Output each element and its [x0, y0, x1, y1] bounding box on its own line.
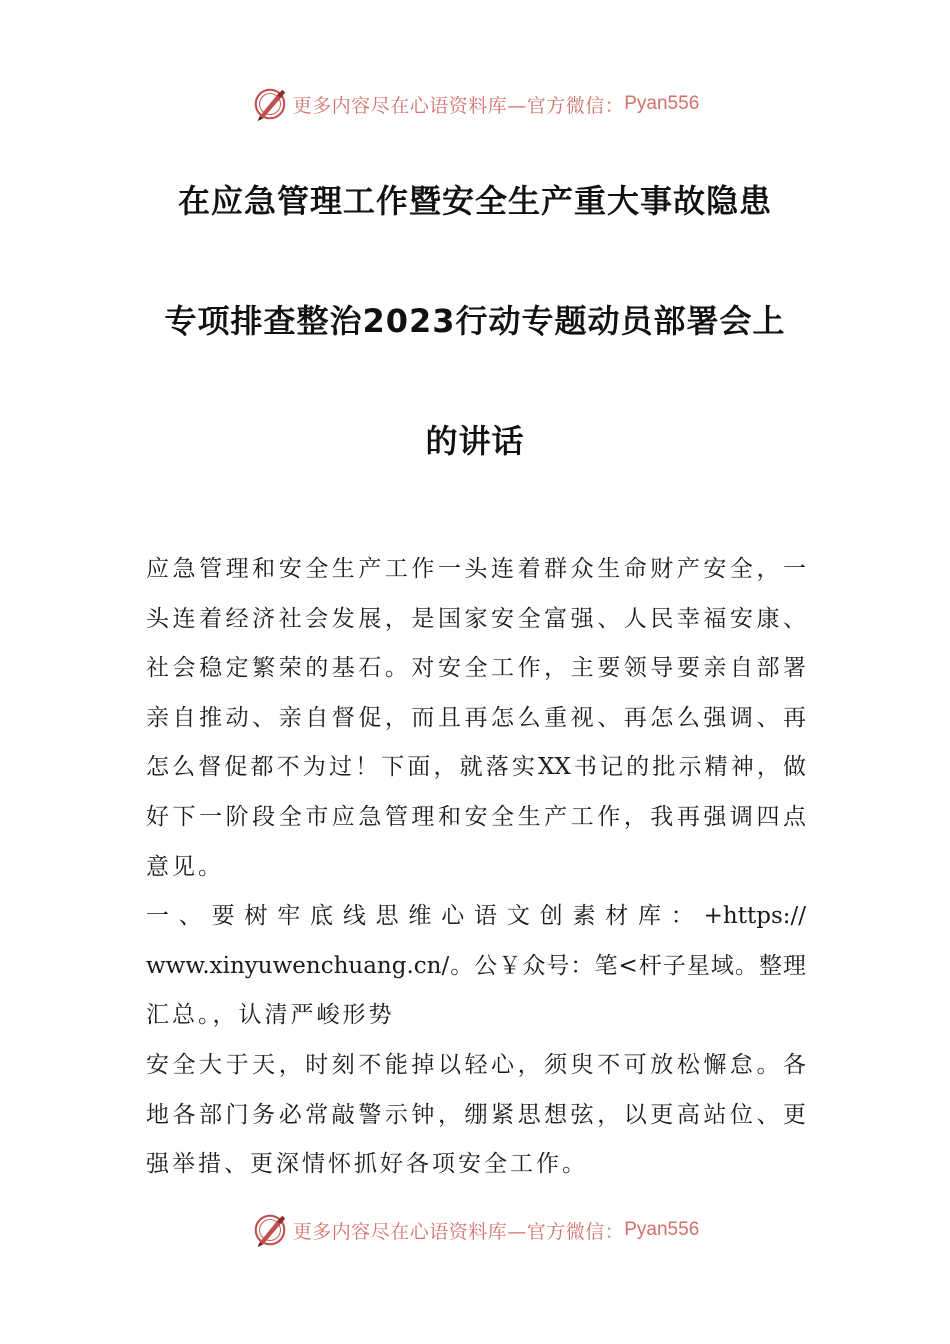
- document-title-line-3: 的讲话: [425, 422, 525, 460]
- text-line: 怎么督促都不为过！下面，就落实XX书记的批示精神，做: [146, 754, 806, 781]
- text-line: 强举措、更深情怀抓好各项安全工作。: [146, 1151, 588, 1178]
- paragraph-intro: [146, 545, 806, 892]
- watermark-wechat-id: Pyan556: [624, 1219, 700, 1240]
- watermark-text: 更多内容尽在心语资料库—官方微信：: [292, 1220, 625, 1243]
- paragraph-section-one-body: [146, 1041, 806, 1190]
- watermark-banner-bottom: [0, 1208, 950, 1252]
- text-line: 安全大于天，时刻不能掉以轻心，须臾不可放松懈怠。各: [146, 1051, 806, 1078]
- text-line: 意见。: [146, 853, 224, 880]
- text-line: 社会稳定繁荣的基石。对安全工作，主要领导要亲自部署: [146, 655, 806, 682]
- document-title-line-2: 专项排查整治2023行动专题动员部署会上: [164, 302, 786, 340]
- document-title-line-1: 在应急管理工作暨安全生产重大事故隐患: [177, 182, 772, 220]
- watermark-banner-top: [0, 82, 950, 126]
- watermark-wechat-id: Pyan556: [624, 93, 700, 114]
- text-line: 好下一阶段全市应急管理和安全生产工作，我再强调四点: [146, 803, 806, 830]
- text-line: www.xinyuwenchuang.cn/。公￥众号：笔<杆子星域。整理: [146, 952, 806, 979]
- document-body: [146, 545, 806, 1190]
- text-line: 应急管理和安全生产工作一头连着群众生命财产安全，一: [146, 556, 806, 582]
- text-line: 汇总。，认清严峻形势: [146, 1002, 395, 1029]
- paragraph-section-one-heading: [146, 892, 806, 1041]
- text-line: 亲自推动、亲自督促，而且再怎么重视、再怎么强调、再: [146, 704, 806, 731]
- text-line: 一、要树牢底线思维心语文创素材库：+https://: [146, 903, 806, 930]
- text-line: 地各部门务必常敲警示钟，绷紧思想弦，以更高站位、更: [146, 1101, 806, 1128]
- text-line: 头连着经济社会发展，是国家安全富强、人民幸福安康、: [146, 605, 806, 632]
- pen-logo-icon: [251, 85, 289, 123]
- watermark-text: 更多内容尽在心语资料库—官方微信：: [292, 94, 625, 117]
- pen-logo-icon: [251, 1211, 289, 1249]
